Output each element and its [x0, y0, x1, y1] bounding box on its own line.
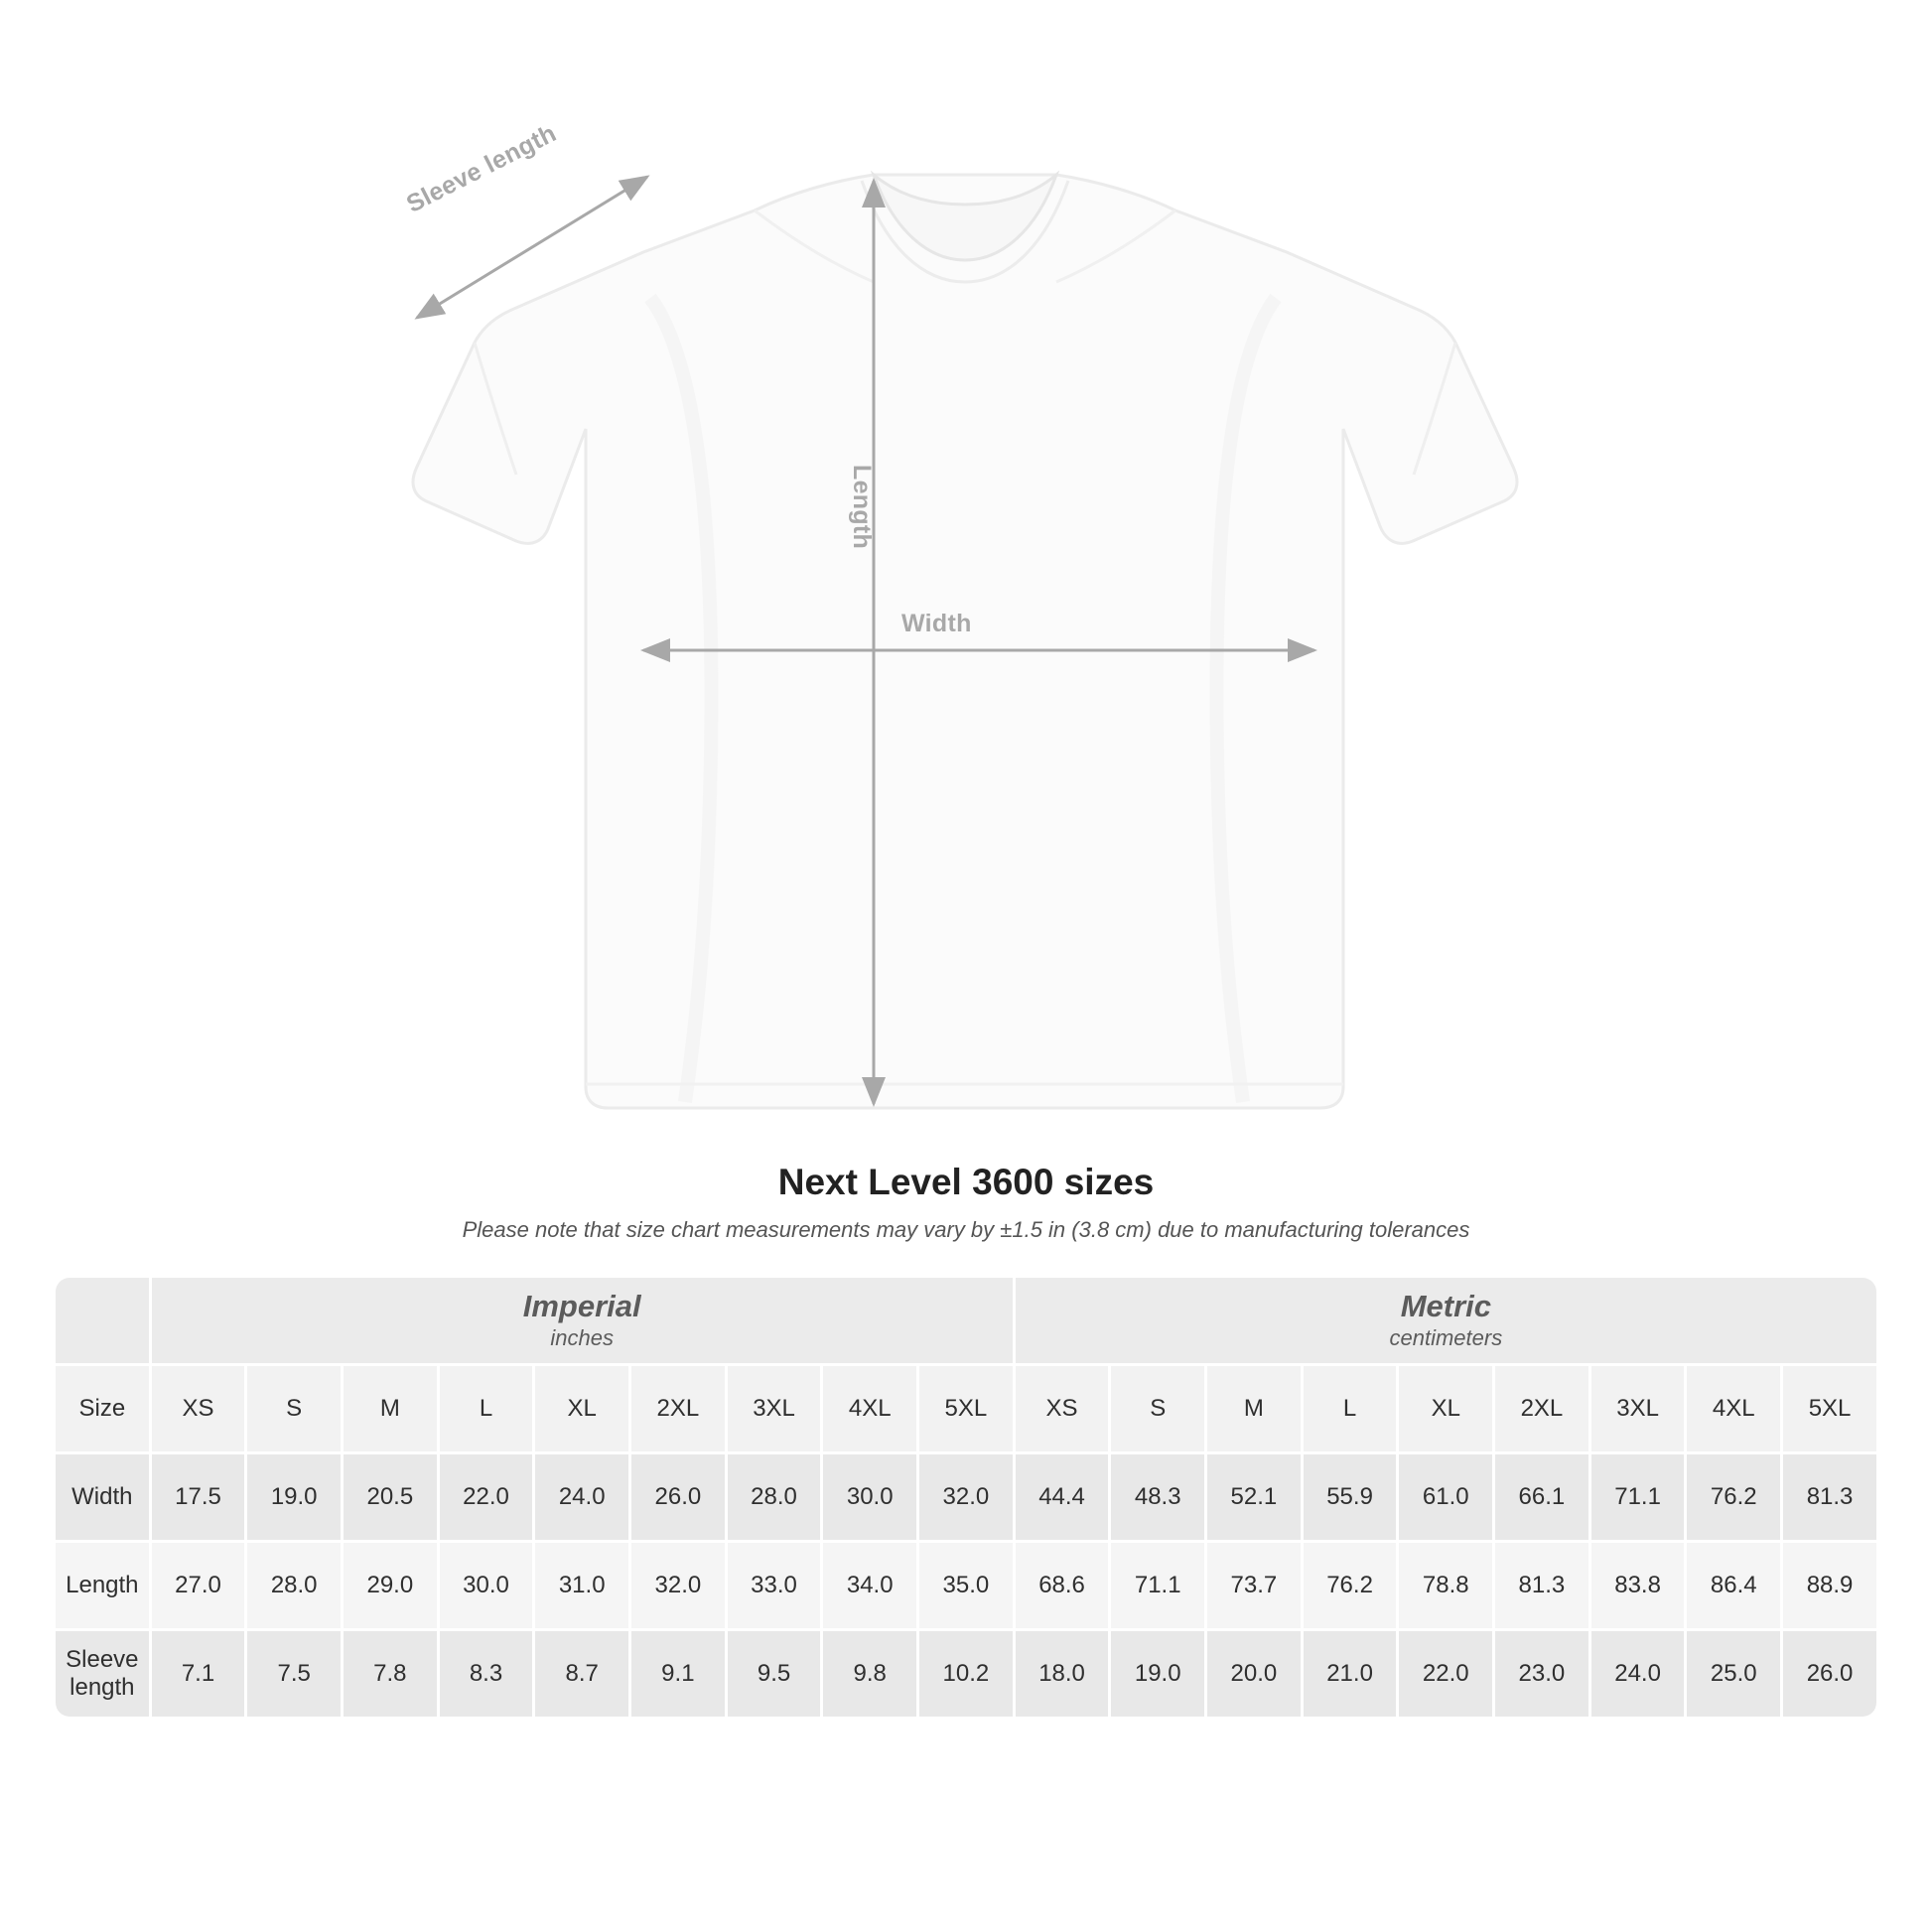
size-header-imperial-l: L: [440, 1366, 533, 1451]
cell-length-cm-3xl: 83.8: [1591, 1543, 1685, 1628]
cell-width-in-5xl: 32.0: [919, 1454, 1013, 1540]
cell-width-cm-m: 52.1: [1207, 1454, 1301, 1540]
cell-length-cm-xl: 78.8: [1399, 1543, 1492, 1628]
cell-width-in-l: 22.0: [440, 1454, 533, 1540]
table-row: [56, 1543, 1876, 1628]
width-label: Width: [901, 610, 972, 637]
cell-length-in-m: 29.0: [344, 1543, 437, 1628]
row-label-width: Width: [56, 1454, 149, 1540]
cell-width-in-m: 20.5: [344, 1454, 437, 1540]
size-header-imperial-m: M: [344, 1366, 437, 1451]
table-row: [56, 1631, 1876, 1717]
cell-sleeve-in-5xl: 10.2: [919, 1631, 1013, 1717]
size-header-imperial-2xl: 2XL: [631, 1366, 725, 1451]
cell-sleeve-cm-5xl: 26.0: [1783, 1631, 1876, 1717]
cell-sleeve-cm-2xl: 23.0: [1495, 1631, 1588, 1717]
cell-width-in-4xl: 30.0: [823, 1454, 916, 1540]
cell-length-in-xs: 27.0: [152, 1543, 245, 1628]
cell-length-in-s: 28.0: [247, 1543, 341, 1628]
tolerance-note: Please note that size chart measurements may vary by ±1.5 in (3.8 cm) due to manufacturing tolerances: [462, 1217, 1470, 1242]
size-header-imperial-s: S: [247, 1366, 341, 1451]
row-label-sleeve-length: Sleeve length: [56, 1631, 149, 1717]
cell-length-in-3xl: 33.0: [728, 1543, 821, 1628]
size-header-imperial-5xl: 5XL: [919, 1366, 1013, 1451]
cell-width-cm-xl: 61.0: [1399, 1454, 1492, 1540]
size-header-metric-l: L: [1304, 1366, 1397, 1451]
cell-sleeve-in-l: 8.3: [440, 1631, 533, 1717]
cell-width-in-s: 19.0: [247, 1454, 341, 1540]
size-table-wrapper: [53, 1275, 1879, 1720]
size-header-imperial-xl: XL: [535, 1366, 628, 1451]
cell-width-in-2xl: 26.0: [631, 1454, 725, 1540]
cell-sleeve-in-xs: 7.1: [152, 1631, 245, 1717]
size-header-metric-xs: XS: [1016, 1366, 1109, 1451]
cell-width-cm-3xl: 71.1: [1591, 1454, 1685, 1540]
cell-sleeve-cm-xl: 22.0: [1399, 1631, 1492, 1717]
cell-length-cm-4xl: 86.4: [1687, 1543, 1780, 1628]
cell-sleeve-in-2xl: 9.1: [631, 1631, 725, 1717]
cell-width-in-3xl: 28.0: [728, 1454, 821, 1540]
cell-sleeve-in-3xl: 9.5: [728, 1631, 821, 1717]
cell-length-in-5xl: 35.0: [919, 1543, 1013, 1628]
cell-sleeve-in-m: 7.8: [344, 1631, 437, 1717]
cell-sleeve-cm-xs: 18.0: [1016, 1631, 1109, 1717]
unit-sub-imperial: inches: [550, 1324, 614, 1350]
cell-length-cm-l: 76.2: [1304, 1543, 1397, 1628]
table-row: [56, 1454, 1876, 1540]
cell-length-cm-2xl: 81.3: [1495, 1543, 1588, 1628]
size-header-metric-2xl: 2XL: [1495, 1366, 1588, 1451]
size-header-metric-xl: XL: [1399, 1366, 1492, 1451]
cell-width-in-xl: 24.0: [535, 1454, 628, 1540]
cell-sleeve-cm-m: 20.0: [1207, 1631, 1301, 1717]
cell-sleeve-cm-s: 19.0: [1111, 1631, 1204, 1717]
cell-width-in-xs: 17.5: [152, 1454, 245, 1540]
row-label-length: Length: [56, 1543, 149, 1628]
cell-width-cm-l: 55.9: [1304, 1454, 1397, 1540]
cell-sleeve-cm-3xl: 24.0: [1591, 1631, 1685, 1717]
cell-sleeve-in-4xl: 9.8: [823, 1631, 916, 1717]
cell-width-cm-s: 48.3: [1111, 1454, 1204, 1540]
cell-length-cm-5xl: 88.9: [1783, 1543, 1876, 1628]
cell-width-cm-xs: 44.4: [1016, 1454, 1109, 1540]
length-label: Length: [848, 465, 876, 550]
size-header-imperial-3xl: 3XL: [728, 1366, 821, 1451]
unit-header-metric: [1016, 1278, 1876, 1363]
size-table: [53, 1275, 1879, 1720]
cell-length-in-xl: 31.0: [535, 1543, 628, 1628]
tshirt-shape: [413, 175, 1517, 1108]
size-header-metric-5xl: 5XL: [1783, 1366, 1876, 1451]
cell-sleeve-in-s: 7.5: [247, 1631, 341, 1717]
size-label-cell: Size: [56, 1366, 149, 1451]
size-header-metric-m: M: [1207, 1366, 1301, 1451]
cell-length-in-4xl: 34.0: [823, 1543, 916, 1628]
size-header-imperial-xs: XS: [152, 1366, 245, 1451]
cell-length-in-l: 30.0: [440, 1543, 533, 1628]
size-header-metric-3xl: 3XL: [1591, 1366, 1685, 1451]
cell-width-cm-2xl: 66.1: [1495, 1454, 1588, 1540]
title-block: [0, 1162, 1932, 1243]
unit-name-imperial: Imperial: [522, 1288, 641, 1323]
cell-length-in-2xl: 32.0: [631, 1543, 725, 1628]
cell-length-cm-m: 73.7: [1207, 1543, 1301, 1628]
sleeve-length-label: Sleeve length: [402, 119, 561, 218]
cell-sleeve-cm-4xl: 25.0: [1687, 1631, 1780, 1717]
unit-name-metric: Metric: [1400, 1288, 1492, 1323]
unit-header-imperial: [152, 1278, 1013, 1363]
size-header-row: [56, 1366, 1876, 1451]
size-header-imperial-4xl: 4XL: [823, 1366, 916, 1451]
cell-length-cm-xs: 68.6: [1016, 1543, 1109, 1628]
cell-width-cm-5xl: 81.3: [1783, 1454, 1876, 1540]
size-header-metric-4xl: 4XL: [1687, 1366, 1780, 1451]
table-corner-cell: [56, 1278, 149, 1363]
size-header-metric-s: S: [1111, 1366, 1204, 1451]
page-title: Next Level 3600 sizes: [777, 1162, 1155, 1202]
cell-sleeve-cm-l: 21.0: [1304, 1631, 1397, 1717]
cell-width-cm-4xl: 76.2: [1687, 1454, 1780, 1540]
unit-sub-metric: centimeters: [1389, 1324, 1503, 1350]
units-header-row: [56, 1278, 1876, 1363]
cell-sleeve-in-xl: 8.7: [535, 1631, 628, 1717]
cell-length-cm-s: 71.1: [1111, 1543, 1204, 1628]
